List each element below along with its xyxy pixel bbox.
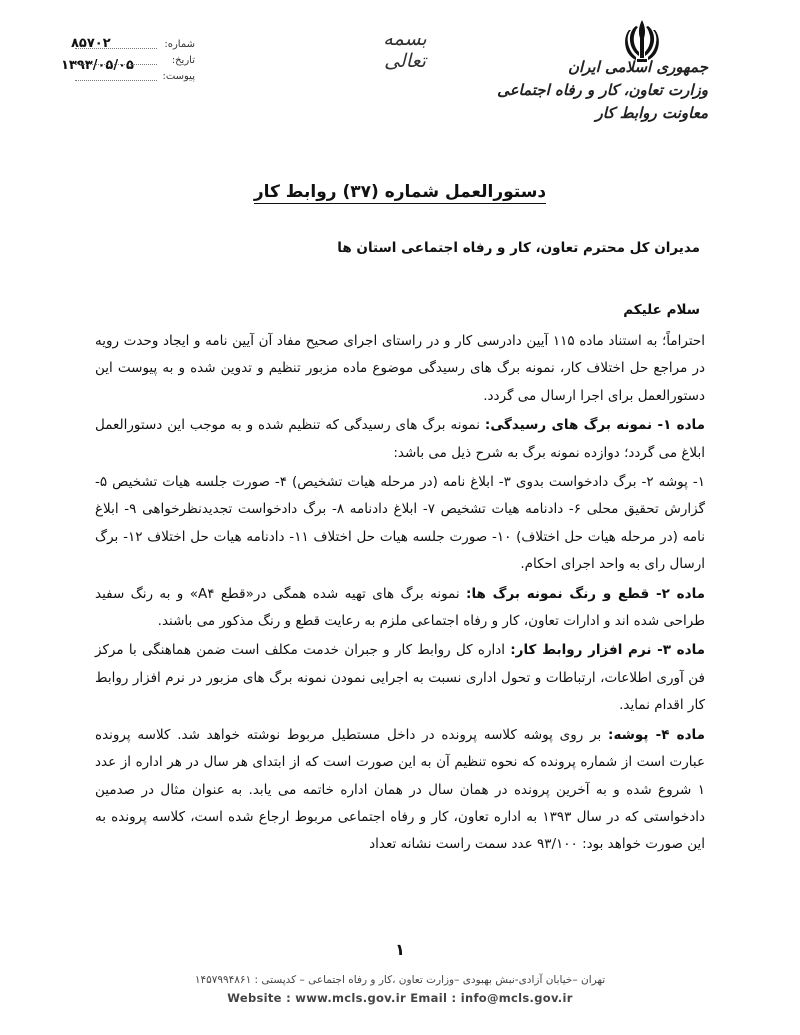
letter-meta: [55, 36, 195, 84]
document-title-text: دستورالعمل شماره (۳۷) روابط کار: [253, 182, 547, 202]
document-title: [160, 182, 640, 202]
letter-body: [95, 328, 705, 861]
basmala: بسمه تعالی: [383, 28, 427, 72]
article-1-list: ۱- پوشه ۲- برگ دادخواست بدوی ۳- ابلاغ نامه (در مرحله هیات تشخیص) ۴- صورت جلسه هیات تشخیص ۵- گزارش تحقیق محلی ۶- دادنامه هیات تشخیص ۷- ابلاغ دادنامه ۸- برگ دادخواست تجدیدنظرخواهی ۹- ابلاغ نامه (در مرحله هیات حل اختلاف) ۱۰- صورت جلسه هیات حل اختلاف ۱۱- دادنامه هیات حل اختلاف ۱۲- برگ ارسال رای به واحد اجرای احکام.: [95, 474, 706, 573]
letterhead-line-3: معاونت روابط کار: [595, 104, 708, 122]
meta-number-row: [55, 36, 195, 52]
meta-dots: [75, 80, 157, 81]
intro-paragraph: احتراماً؛ به استناد ماده ۱۱۵ آیین دادرسی کار و در راستای اجرای صحیح مفاد آن آیین نامه و ایجاد وحدت رویه در مراجع حل اختلاف کار، نمونه برگ های رسیدگی موضوع ماده مزبور تنظیم و تدوین شده و به پیوست این دستورالعمل برای اجرا ارسال می گردد.: [95, 333, 705, 404]
recipient: مدیران کل محترم تعاون، کار و رفاه اجتماعی استان ها: [337, 240, 700, 256]
footer-contact: Website : www.mcls.gov.ir Email : info@mcls.gov.ir: [227, 991, 573, 1005]
meta-attachment-row: [55, 68, 195, 84]
page-number: ۱: [395, 940, 405, 959]
article-4: [95, 722, 705, 859]
article-2: [95, 581, 705, 636]
letterhead-line-1: جمهوری اسلامی ایران: [567, 58, 708, 76]
letter-number-label: شماره:: [164, 39, 195, 50]
article-heading: ماده ۲- قطع و رنگ نمونه برگ ها:: [466, 585, 705, 602]
article-text: نمونه برگ های رسیدگی که تنظیم شده و به موجب این دستورالعمل ابلاغ می گردد؛ دوازده نمونه برگ به شرح ذیل می باشد:: [95, 417, 705, 461]
letter-date: ۱۳۹۳/۰۵/۰۵: [61, 58, 134, 73]
article-3: [95, 637, 705, 719]
letter-number: ۸۵۷۰۲: [71, 36, 111, 51]
article-heading: ماده ۴- پوشه:: [608, 726, 705, 743]
letter-date-label: تاریخ:: [171, 55, 195, 66]
article-heading: ماده ۱- نمونه برگ های رسیدگی:: [484, 417, 705, 434]
article-1: [95, 412, 705, 467]
meta-date-row: [55, 52, 195, 73]
footer: [140, 972, 660, 1008]
article-text: نمونه برگ های تهیه شده همگی در«قطع A۴» و به رنگ سفید طراحی شده اند و ادارات تعاون، کار و رفاه اجتماعی ملزم به رعایت قطع و رنگ مذکور می باشند.: [95, 585, 705, 630]
article-text: بر روی پوشه کلاسه پرونده در داخل مستطیل مربوط نوشته خواهد شد. کلاسه پرونده عبارت است از شماره پرونده که نحوه تنظیم آن به این صورت است که از ابتدای هر سال در هر اداره از عدد ۱ شروع شده و به آخرین پرونده در همان سال در همان اداره خاتمه می یابد. به عنوان مثال در صدمین دادخواستی که در سال ۱۳۹۳ به اداره تعاون، کار و رفاه اجتماعی مربوط ارجاع شده است، کلاسه پرونده به این صورت خواهد بود: ۹۳/۱۰۰ عدد سمت راست نشانه تعداد: [95, 726, 706, 853]
meta-dots: [75, 64, 157, 65]
article-text: اداره کل روابط کار و جبران خدمت مکلف است ضمن هماهنگی با مرکز فن آوری اطلاعات، ارتباطات و تحول اداری نسبت به اجرایی نمودن نمونه برگ های مزبور در نرم افزار روابط کار اقدام نماید.: [95, 642, 705, 714]
greeting: سلام علیکم: [623, 302, 700, 318]
article-heading: ماده ۳- نرم افزار روابط کار:: [510, 642, 705, 659]
letterhead-line-2: وزارت تعاون، کار و رفاه اجتماعی: [497, 81, 708, 99]
ministry-letterhead: [488, 56, 708, 125]
letter-attachment-label: پیوست:: [162, 71, 195, 82]
footer-address: تهران –خیابان آزادی-نبش بهبودی –وزارت تعاون ،کار و رفاه اجتماعی – کدپستی : ۱۴۵۷۹۹۴۸۶۱: [194, 974, 606, 986]
meta-dots: [75, 48, 157, 49]
